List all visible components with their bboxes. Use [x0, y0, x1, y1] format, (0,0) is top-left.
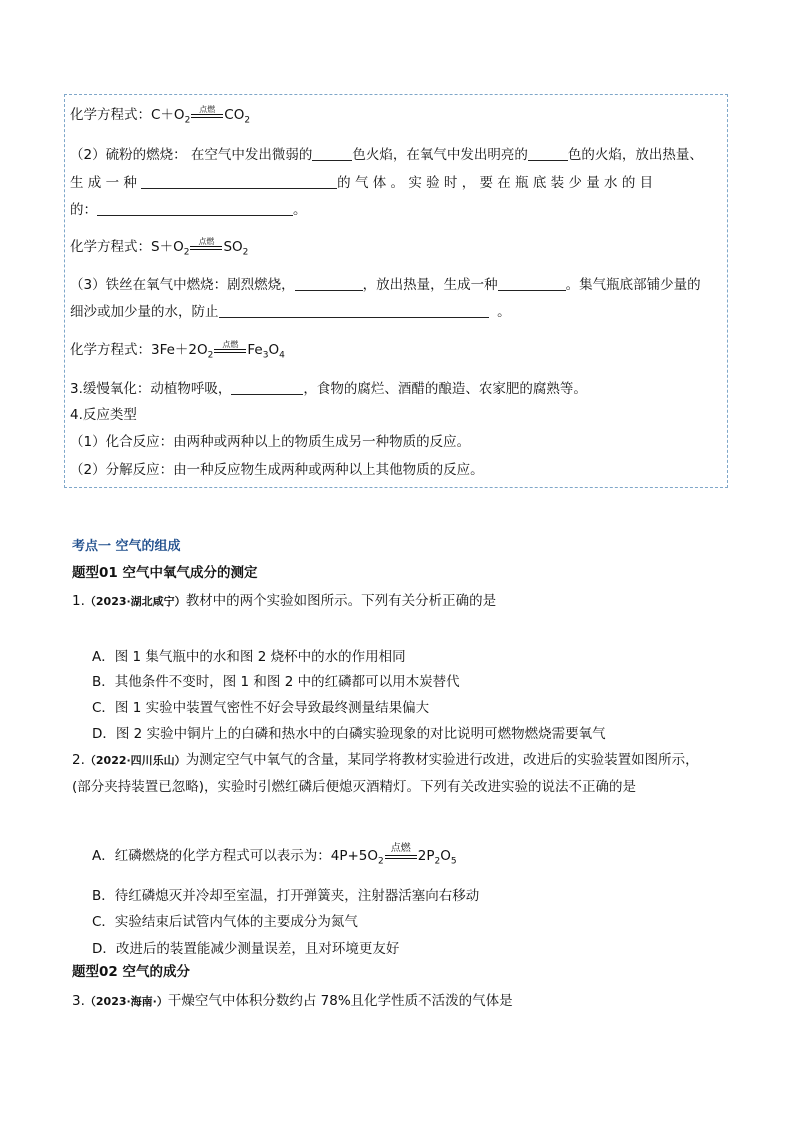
text: ，食物的腐烂、酒醋的酿造、农家肥的腐熟等。 — [303, 381, 587, 397]
equation-label: 化学方程式： — [70, 342, 151, 358]
equation-right: CO — [224, 107, 245, 123]
iron-line-1 — [70, 276, 701, 294]
topic-heading-2: 题型02 空气的成分 — [72, 964, 190, 980]
topic-heading-1: 题型01 空气中氧气成分的测定 — [72, 565, 258, 581]
equation-sulfur — [70, 238, 248, 262]
option-a[interactable] — [92, 844, 457, 867]
text: 的： — [70, 202, 97, 218]
equation-left: 4P+5O — [330, 848, 379, 864]
blank[interactable] — [295, 276, 363, 291]
option-b[interactable]: B．待红磷熄灭并冷却至室温，打开弹簧夹，注射器活塞向右移动 — [92, 888, 480, 904]
reaction-arrow — [214, 340, 246, 357]
decomposition-reaction: （2）分解反应：由一种反应物生成两种或两种以上其他物质的反应。 — [70, 462, 484, 478]
text: （2）硫粉的燃烧： 在空气中发出微弱的 — [70, 147, 313, 163]
blank[interactable] — [219, 303, 489, 318]
subscript: 2 — [378, 856, 384, 867]
option-text: A．红磷燃烧的化学方程式可以表示为： — [92, 848, 331, 864]
combination-reaction: （1）化合反应：由两种或两种以上的物质生成另一种物质的反应。 — [70, 434, 471, 450]
section-title: 考点一 空气的组成 — [72, 539, 181, 554]
equation-right: O — [268, 342, 280, 358]
option-c[interactable]: C．图 1 实验中装置气密性不好会导致最终测量结果偏大 — [92, 700, 430, 716]
question-2-line-2: (部分夹持装置已忽略)，实验时引燃红磷后便熄灭酒精灯。下列有关改进实验的说法不正确的是 — [72, 779, 637, 795]
subscript: 3 — [262, 350, 269, 361]
question-source: （2023·湖北咸宁） — [84, 595, 186, 608]
text: 的 气 体 。 实 验 时 ， 要 在 瓶 底 装 少 量 水 的 目 — [337, 175, 654, 191]
text: 。 — [497, 304, 511, 320]
blank[interactable] — [528, 146, 568, 161]
reaction-arrow — [191, 105, 223, 122]
option-a[interactable]: A．图 1 集气瓶中的水和图 2 烧杯中的水的作用相同 — [92, 649, 406, 665]
equation-right: O — [440, 848, 451, 864]
text: 生 成 一 种 — [70, 175, 137, 191]
question-number: 3. — [72, 993, 85, 1009]
equation-carbon — [70, 106, 250, 130]
text: 。 — [293, 202, 307, 218]
equation-right: 2P — [417, 848, 435, 864]
equation-left: C＋O — [151, 107, 185, 123]
equation-label: 化学方程式： — [70, 107, 151, 123]
text: （3）铁丝在氧气中燃烧：剧烈燃烧， — [70, 277, 295, 293]
slow-oxidation — [70, 380, 587, 398]
text: 3.缓慢氧化：动植物呼吸， — [70, 381, 232, 397]
subscript: 2 — [434, 856, 441, 867]
question-text: 为测定空气中氧气的含量，某同学将教材实验进行改进，改进后的实验装置如图所示， — [185, 752, 699, 768]
option-d[interactable]: D．改进后的装置能减少测量误差，且对环境更友好 — [92, 941, 400, 957]
iron-line-2 — [70, 303, 511, 321]
reaction-condition: 点燃 — [199, 105, 216, 114]
blank[interactable] — [231, 380, 303, 395]
text: 色火焰，在氧气中发出明亮的 — [352, 147, 528, 163]
reaction-arrow — [190, 237, 222, 254]
blank[interactable] — [498, 276, 566, 291]
equation-label: 化学方程式： — [70, 239, 151, 255]
reaction-condition: 点燃 — [390, 843, 411, 854]
option-d[interactable]: D．图 2 实验中铜片上的白磷和热水中的白磷实验现象的对比说明可燃物燃烧需要氧气 — [92, 726, 606, 742]
question-source: （2022·四川乐山） — [84, 754, 186, 767]
option-b[interactable]: B．其他条件不变时，图 1 和图 2 中的红磷都可以用木炭替代 — [92, 674, 460, 690]
blank[interactable] — [97, 201, 293, 216]
sulfur-line-3 — [70, 201, 307, 219]
blank[interactable] — [141, 174, 337, 189]
reaction-condition: 点燃 — [198, 237, 215, 246]
equation-iron — [70, 341, 285, 365]
subscript: 4 — [279, 350, 285, 361]
subscript: 2 — [207, 350, 214, 361]
reaction-arrow — [385, 843, 417, 863]
equation-right: Fe — [247, 342, 263, 358]
question-text: 干燥空气中体积分数约占 78%且化学性质不活泼的气体是 — [167, 993, 513, 1009]
subscript: 2 — [242, 247, 249, 258]
question-number: 1. — [72, 593, 85, 609]
reaction-condition: 点燃 — [222, 340, 239, 349]
question-text: 教材中的两个实验如图所示。下列有关分析正确的是 — [185, 593, 497, 609]
equation-left: 3Fe＋2O — [151, 342, 208, 358]
text: 。集气瓶底部铺少量的 — [565, 277, 701, 293]
reaction-types-title: 4.反应类型 — [70, 407, 137, 423]
sulfur-line-1 — [70, 146, 703, 164]
question-3 — [72, 992, 513, 1011]
question-number: 2. — [72, 752, 85, 768]
subscript: 2 — [184, 115, 191, 126]
question-source: （2023·海南·） — [84, 995, 168, 1008]
question-2-line-1 — [72, 751, 699, 770]
text: ，放出热量，生成一种 — [362, 277, 498, 293]
question-1 — [72, 592, 496, 611]
sulfur-line-2 — [70, 174, 653, 192]
subscript: 5 — [450, 856, 457, 867]
text: 色的火焰，放出热量、 — [567, 147, 703, 163]
subscript: 2 — [183, 247, 190, 258]
option-c[interactable]: C．实验结束后试管内气体的主要成分为氮气 — [92, 914, 358, 930]
blank[interactable] — [312, 146, 352, 161]
equation-left: S＋O — [151, 239, 184, 255]
equation-right: SO — [223, 239, 243, 255]
text: 细沙或加少量的水，防止 — [70, 304, 219, 320]
subscript: 2 — [244, 115, 251, 126]
